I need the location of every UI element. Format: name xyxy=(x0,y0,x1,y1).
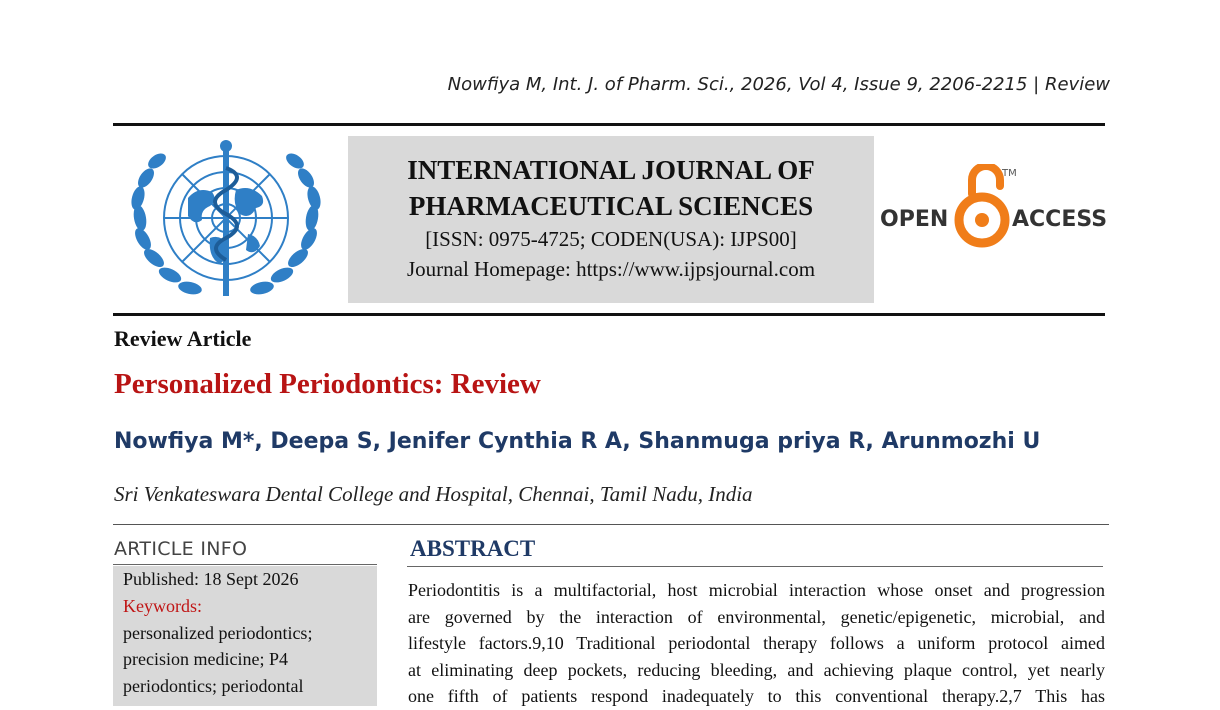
article-info-box xyxy=(113,566,377,706)
header-rule-bottom xyxy=(113,313,1105,316)
published-date: Published: 18 Sept 2026 xyxy=(123,569,299,589)
article-info-rule xyxy=(113,564,377,565)
journal-name-line1: INTERNATIONAL JOURNAL OF xyxy=(407,155,815,185)
citation-line: Nowfiya M, Int. J. of Pharm. Sci., 2026, Vol 4, Issue 9, 2206-2215 | Review xyxy=(447,74,1110,95)
abstract-rule xyxy=(407,566,1103,567)
open-access-lock-icon xyxy=(878,164,1110,256)
article-authors: Nowfiya M*, Deepa S, Jenifer Cynthia R A, Shanmuga priya R, Arunmozhi U xyxy=(114,429,1041,454)
emblem-icon xyxy=(126,138,326,306)
keyword-line: periodontics; periodontal xyxy=(123,676,304,696)
keyword-line: precision medicine; P4 xyxy=(123,649,288,669)
article-info-heading: ARTICLE INFO xyxy=(114,538,248,560)
abstract-line: are governed by the interaction of environmental, genetic/epigenetic, microbial, and xyxy=(408,606,1105,627)
journal-issn: [ISSN: 0975-4725; CODEN(USA): IJPS00] xyxy=(425,227,797,251)
access-word: ACCESS xyxy=(1012,207,1108,232)
abstract-body xyxy=(408,577,1105,710)
open-word: OPEN xyxy=(880,207,949,232)
abstract-line: lifestyle factors.9,10 Traditional periodontal therapy follows a uniform protocol aimed xyxy=(408,633,1105,653)
keywords-label: Keywords: xyxy=(123,596,202,616)
section-divider xyxy=(113,524,1109,525)
open-access-logo xyxy=(878,164,1110,256)
article-title: Personalized Periodontics: Review xyxy=(114,368,541,400)
journal-banner xyxy=(348,136,874,303)
abstract-line: at eliminating deep pockets, reducing bleeding, and achieving plaque control, yet nearly xyxy=(408,659,1105,680)
abstract-line: one fifth of patients respond inadequately to this conventional therapy.2,7 This has xyxy=(408,686,1105,706)
journal-name-line2: PHARMACEUTICAL SCIENCES xyxy=(408,191,814,221)
journal-emblem-logo xyxy=(126,138,326,306)
article-type: Review Article xyxy=(114,326,252,351)
keyword-line: personalized periodontics; xyxy=(123,623,313,643)
abstract-heading: ABSTRACT xyxy=(410,536,536,561)
journal-homepage-link[interactable]: Journal Homepage: https://www.ijpsjournal.com xyxy=(406,257,816,281)
trademark-mark: TM xyxy=(1002,168,1017,179)
article-affiliation: Sri Venkateswara Dental College and Hospital, Chennai, Tamil Nadu, India xyxy=(114,482,753,506)
header-rule-top xyxy=(113,123,1105,126)
abstract-line: Periodontitis is a multifactorial, host microbial interaction whose onset and progression xyxy=(408,580,1105,600)
